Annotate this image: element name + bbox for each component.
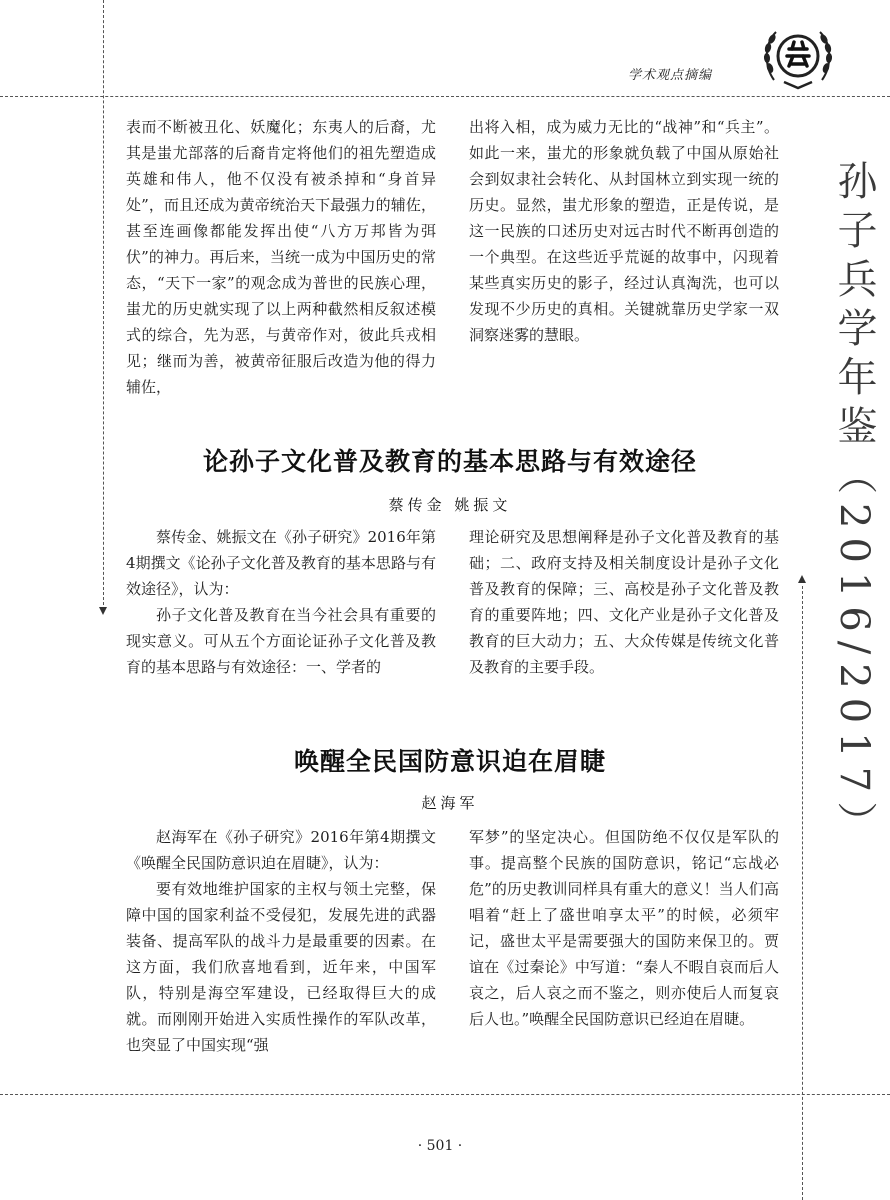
article2-left-column — [126, 824, 436, 1058]
article1-left-p2: 孙子文化普及教育在当今社会具有重要的现实意义。可从五个方面论证孙子文化普及教育的基本思路与有效途径：一、学者的 — [126, 606, 436, 676]
yearbook-side-title — [814, 160, 877, 851]
top-left-text: 表而不断被丑化、妖魔化；东夷人的后裔，尤其是蚩尤部落的后裔肯定将他们的祖先塑造成英雄和伟人，他不仅没有被杀掉和“身首异处”，而且还成为黄帝统治天下最强力的辅佐，甚至连画像都能发挥出使“八方万邦皆为弭伏”的神力。再后来，当统一成为中国历史的常态，“天下一家”的观念成为普世的民族心理，蚩尤的历史就实现了以上两种截然相反叙述模式的综合，先为恶，与黄帝作对，彼此兵戎相见；继而为善，被黄帝征服后改造为他的得力辅佐， — [126, 118, 436, 396]
sunzi-yearbook-logo-icon — [760, 18, 836, 94]
top-right-text: 出将入相，成为威力无比的“战神”和“兵主”。如此一来，蚩尤的形象就负载了中国从原始社会到奴隶社会转化、从封国林立到实现一统的历史。显然，蚩尤形象的塑造，正是传说，是这一民族的口述历史对远古时代不断再创造的一个典型。在这些近乎荒诞的故事中，闪现着某些真实历史的影子，经过认真淘洗，也可以发现不少历史的真相。关键就靠历史学家一双洞察迷雾的慧眼。 — [469, 118, 779, 344]
article2-left-p2: 要有效地维护国家的主权与领土完整，保障中国的国家利益不受侵犯，发展先进的武器装备、提高军队的战斗力是最重要的因素。在这方面，我们欣喜地看到，近年来，中国军队，特别是海空军建设，已经取得巨大的成就。而刚刚开始进入实质性操作的军队改革，也突显了中国实现“强 — [126, 880, 436, 1054]
article1-authors: 蔡传金 姚振文 — [388, 496, 512, 514]
right-guide-line — [802, 586, 803, 1200]
article1-right-text: 理论研究及思想阐释是孙子文化普及教育的基础；二、政府支持及相关制度设计是孙子文化普及教育的保障；三、高校是孙子文化普及教育的重要阵地；四、文化产业是孙子文化普及教育的巨大动力；五、大众传媒是传统文化普及教育的主要手段。 — [469, 528, 779, 676]
article1-left-p1: 蔡传金、姚振文在《孙子研究》2016年第4期撰文《论孙子文化普及教育的基本思路与有效途径》，认为： — [126, 528, 436, 598]
left-guide-arrow — [99, 607, 107, 615]
page-number: · 501 · — [417, 1138, 463, 1154]
section-label: 学术观点摘编 — [628, 68, 713, 83]
top-left-column — [126, 114, 436, 400]
side-title-main: 孙子兵学年鉴 — [831, 160, 877, 454]
footer-rule — [0, 1094, 890, 1095]
article1-title: 论孙子文化普及教育的基本思路与有效途径 — [202, 447, 697, 476]
article2-right-column — [469, 824, 779, 1032]
article2-title: 唤醒全民国防意识迫在眉睫 — [293, 747, 606, 776]
header-rule — [0, 96, 890, 97]
article2-authors: 赵海军 — [421, 794, 479, 812]
article1-right-column — [469, 524, 779, 680]
side-title-year: （2016/2017） — [831, 454, 877, 851]
article2-right-text: 军梦”的坚定决心。但国防绝不仅仅是军队的事。提高整个民族的国防意识，铭记“忘战必危”的历史教训同样具有重大的意义！当人们高唱着“赶上了盛世咱享太平”的时候，必须牢记，盛世太平是需要强大的国防来保卫的。贾谊在《过秦论》中写道：“秦人不暇自哀而后人哀之，后人哀之而不鉴之，则亦使后人而复哀后人也。”唤醒全民国防意识已经迫在眉睫。 — [469, 828, 779, 1028]
article1-left-column — [126, 524, 436, 680]
top-right-column — [469, 114, 779, 348]
right-guide-arrow — [798, 575, 806, 583]
article2-left-p1: 赵海军在《孙子研究》2016年第4期撰文《唤醒全民国防意识迫在眉睫》，认为： — [126, 828, 436, 872]
